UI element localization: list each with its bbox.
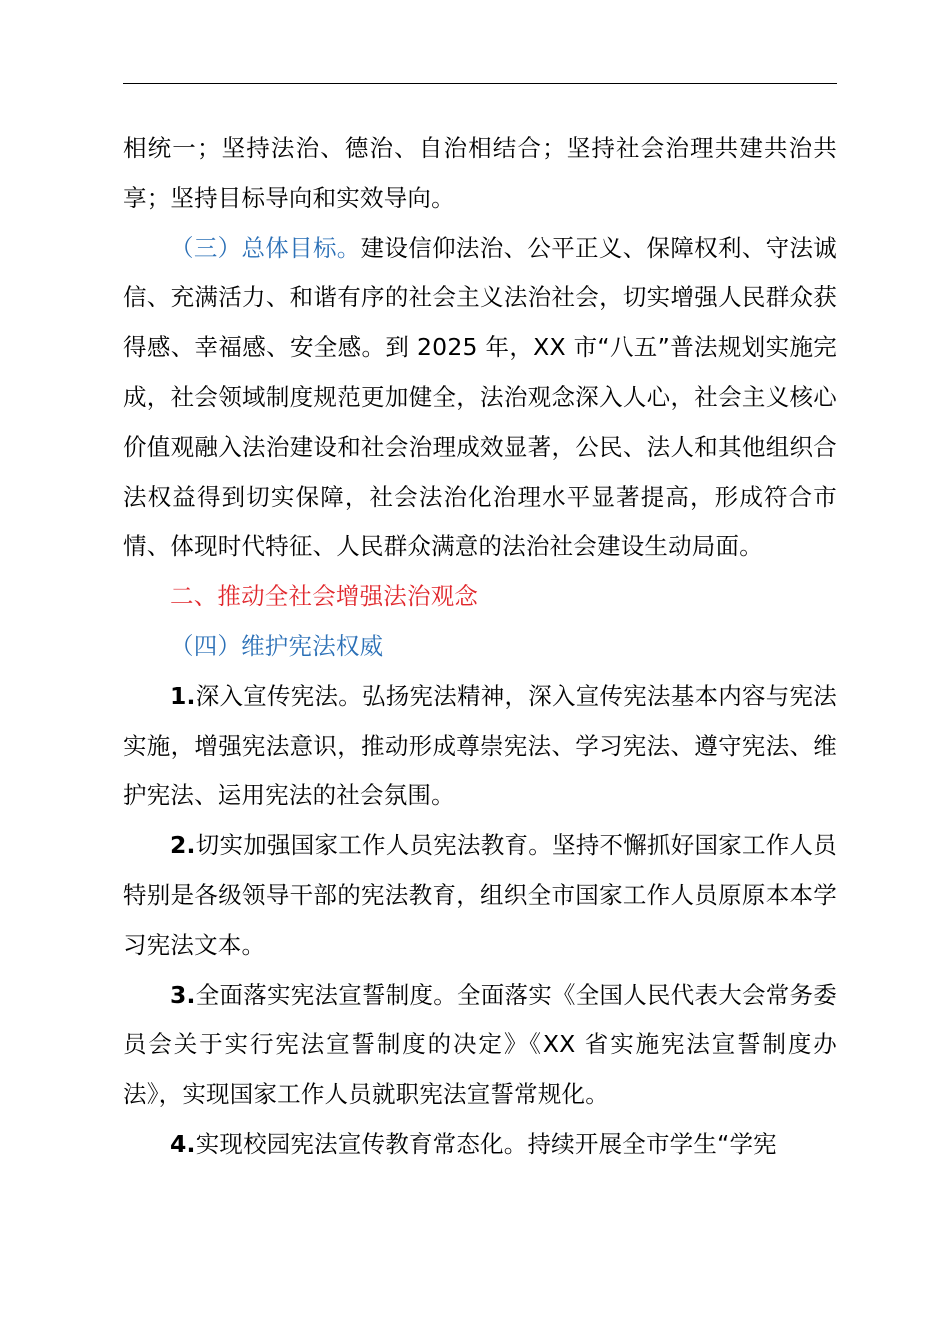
header-rule bbox=[123, 83, 837, 84]
list-item-4 bbox=[123, 1120, 837, 1170]
list-item-2-text: 切实加强国家工作人员宪法教育。坚持不懈抓好国家工作人员特别是各级领导干部的宪法教育，组织全市国家工作人员原原本本学习宪法文本。 bbox=[123, 831, 837, 959]
list-item-1-text: 深入宣传宪法。弘扬宪法精神，深入宣传宪法基本内容与宪法实施，增强宪法意识，推动形成尊崇宪法、学习宪法、遵守宪法、维护宪法、运用宪法的社会氛围。 bbox=[123, 681, 837, 810]
list-item-3 bbox=[123, 971, 837, 1120]
section-heading-2: 二、推动全社会增强法治观念 bbox=[170, 582, 479, 611]
paragraph-overall-goal bbox=[123, 224, 837, 573]
list-item-2-number: 2. bbox=[170, 831, 196, 860]
list-item-3-number: 3. bbox=[170, 980, 196, 1009]
list-item-2 bbox=[123, 821, 837, 970]
list-item-1-number: 1. bbox=[170, 681, 196, 710]
document-body bbox=[123, 124, 837, 1170]
list-item-3-text: 全面落实宪法宣誓制度。全面落实《全国人民代表大会常务委员会关于实行宪法宣誓制度的决定》《XX 省实施宪法宣誓制度办法》，实现国家工作人员就职宪法宣誓常规化。 bbox=[123, 980, 837, 1109]
list-item-4-number: 4. bbox=[170, 1129, 196, 1158]
list-item-4-text: 实现校园宪法宣传教育常态化。持续开展全市学生“学宪 bbox=[195, 1129, 777, 1158]
subheading-overall-goal: （三）总体目标。 bbox=[170, 233, 361, 262]
paragraph-overall-goal-text: 建设信仰法治、公平正义、保障权利、守法诚信、充满活力、和谐有序的社会主义法治社会，切实增强人民群众获得感、幸福感、安全感。到 2025 年，XX 市“八五”普法规划实施完成，社会领域制度规范更加健全，法治观念深入人心，社会主义核心价值观融入法治建设和社会治理成效显著，公民、法人和其他组织合法权益得到切实保障，社会法治化治理水平显著提高，形成符合市情、体现时代特征、人民群众满意的法治社会建设生动局面。 bbox=[123, 233, 837, 561]
list-item-1 bbox=[123, 672, 837, 821]
subheading-uphold-constitution: （四）维护宪法权威 bbox=[170, 631, 384, 660]
paragraph-continuation: 相统一；坚持法治、德治、自治相结合；坚持社会治理共建共治共享；坚持目标导向和实效导向。 bbox=[123, 134, 837, 212]
